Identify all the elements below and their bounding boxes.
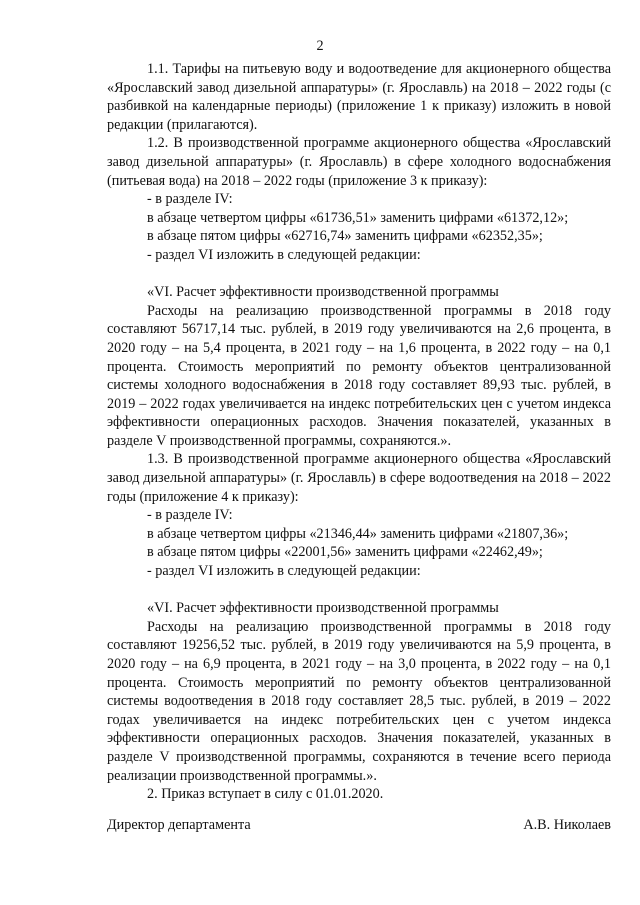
paragraph-expenses-water: Расходы на реализацию производственной программы в 2018 году составляют 56717,14 тыс. рублей, в 2019 году увеличиваются на 2,6 процента, в 2020 году – на 5,4 процента, в 2021 году – на 1,6 процента, в 2022 году – на 0,1 процента. Стоимость мероприятий по ремонту объектов централизованной системы холодного водоснабжения в 2018 году составляет 89,93 тыс. рублей, в 2019 – 2022 годах увеличивается на индекс потребительских цен с учетом индекса эффективности операционных расходов. Значения показателей, указанных в разделе V производственной программы, сохраняются.». [107, 302, 611, 449]
paragraph-1-3: 1.3. В производственной программе акционерного общества «Ярославский завод дизельной аппаратуры» (г. Ярославль) в сфере водоотведения на 2018 – 2022 годы (приложение 4 к приказу): [107, 451, 611, 505]
signatory-position: Директор департамента [107, 817, 251, 833]
list-item-section-iv: - в разделе IV: [147, 191, 233, 208]
list-item-section-vi: - раздел VI изложить в следующей редакции: [147, 563, 421, 580]
section-heading: «VI. Расчет эффективности производственной программы [147, 600, 499, 617]
paragraph-1-2: 1.2. В производственной программе акционерного общества «Ярославский завод дизельной аппаратуры» (г. Ярославль) в сфере холодного водоснабжения (питьевая вода) на 2018 – 2022 годы (приложение 3 к приказу): [107, 135, 611, 189]
signatory-name: А.В. Николаев [523, 817, 611, 833]
paragraph-expenses-drainage: Расходы на реализацию производственной программы в 2018 году составляют 19256,52 тыс. рублей, в 2019 году увеличиваются на 5,9 процента, в 2020 году – на 6,9 процента, в 2021 году – на 3,0 процента, в 2022 году – на 0,1 процента. Стоимость мероприятий по ремонту объектов централизованной системы водоотведения в 2018 году составляет 28,5 тыс. рублей, в 2019 – 2022 годах увеличивается на индекс потребительских цен с учетом индекса эффективности операционных расходов. Значения показателей, указанных в разделе V производственной программы, сохраняются в течение всего периода реализации производственной программы.». [107, 618, 611, 784]
section-heading: «VI. Расчет эффективности производственной программы [147, 284, 499, 301]
list-item-paragraph-five: в абзаце пятом цифры «62716,74» заменить цифрами «62352,35»; [147, 228, 543, 245]
list-item-paragraph-five: в абзаце пятом цифры «22001,56» заменить цифрами «22462,49»; [147, 544, 543, 561]
paragraph-2: 2. Приказ вступает в силу с 01.01.2020. [147, 786, 384, 803]
list-item-paragraph-four: в абзаце четвертом цифры «61736,51» заменить цифрами «61372,12»; [147, 209, 569, 226]
document-body [107, 60, 611, 804]
list-item-paragraph-four: в абзаце четвертом цифры «21346,44» заменить цифрами «21807,36»; [147, 525, 569, 542]
page-number: 2 [316, 38, 324, 54]
paragraph-1-1: 1.1. Тарифы на питьевую воду и водоотведение для акционерного общества «Ярославский завод дизельной аппаратуры» (г. Ярославль) на 2018 – 2022 годы (с разбивкой на календарные периоды) (приложение 1 к приказу) изложить в новой редакции (прилагаются). [107, 61, 611, 133]
list-item-section-vi: - раздел VI изложить в следующей редакции: [147, 246, 421, 263]
list-item-section-iv: - в разделе IV: [147, 507, 233, 524]
